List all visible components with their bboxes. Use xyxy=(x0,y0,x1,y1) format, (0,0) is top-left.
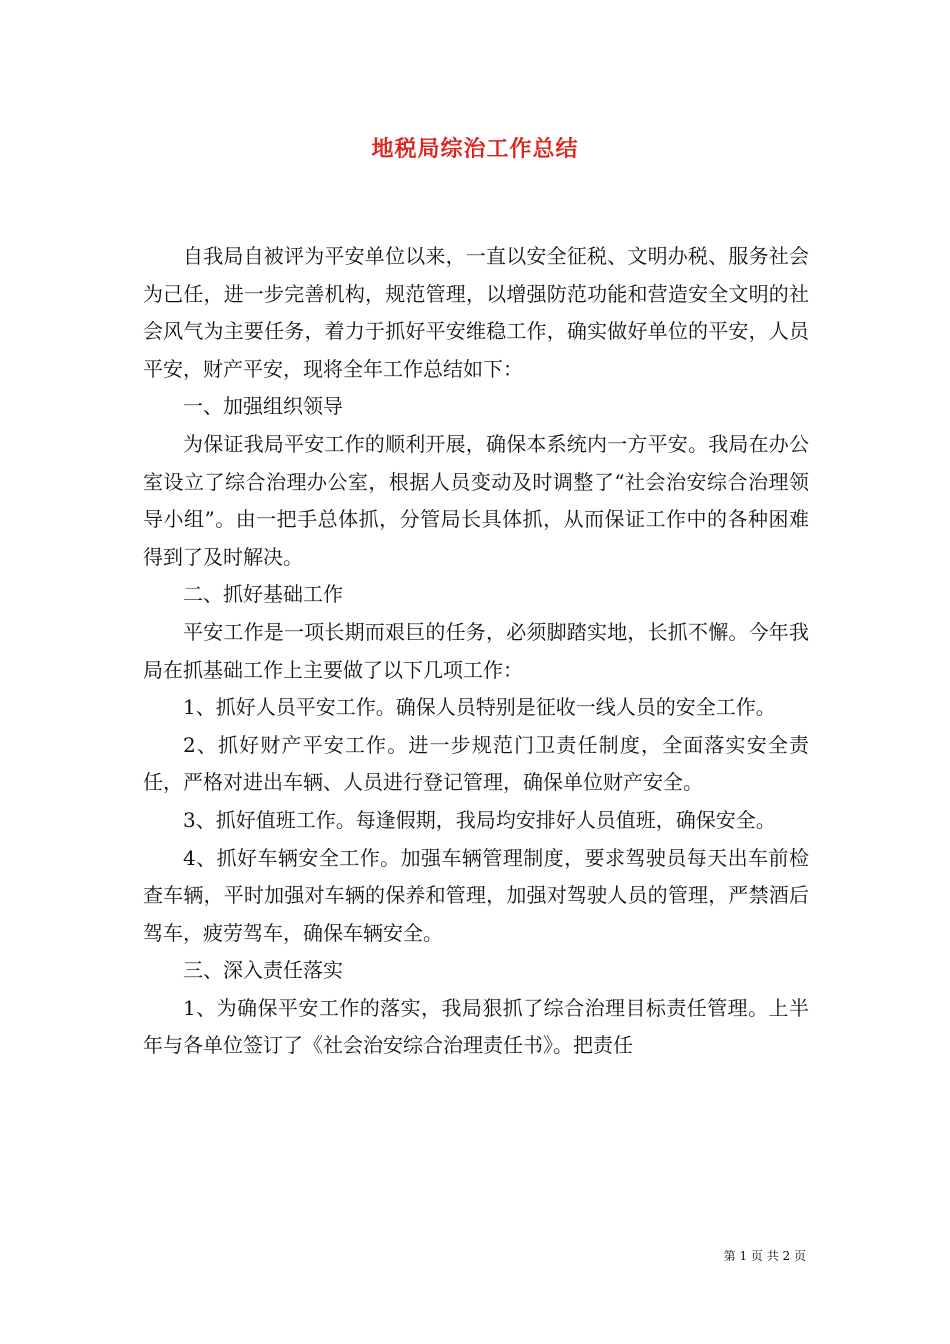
section-3-item-1: 1、为确保平安工作的落实，我局狠抓了综合治理目标责任管理。上半年与各单位签订了《社会治安综合治理责任书》。把责任 xyxy=(143,995,809,1058)
section-heading-2: 二、抓好基础工作 xyxy=(183,582,343,607)
section-1-paragraph: 为保证我局平安工作的顺利开展，确保本系统内一方平安。我局在办公室设立了综合治理办公室，根据人员变动及时调整了“社会治安综合治理领导小组”。由一把手总体抓，分管局长具体抓，从而保证工作中的各种困难得到了及时解决。 xyxy=(143,431,809,569)
document-body xyxy=(143,238,809,1065)
section-2-item-3: 3、抓好值班工作。每逢假期，我局均安排好人员值班，确保安全。 xyxy=(183,807,776,832)
intro-paragraph: 自我局自被评为平安单位以来，一直以安全征税、文明办税、服务社会为己任，进一步完善机构，规范管理，以增强防范功能和营造安全文明的社会风气为主要任务，着力于抓好平安维稳工作，确实做好单位的平安，人员平安，财产平安，现将全年工作总结如下： xyxy=(143,244,809,381)
section-2-item-2: 2、抓好财产平安工作。进一步规范门卫责任制度，全面落实安全责任，严格对进出车辆、人员进行登记管理，确保单位财产安全。 xyxy=(143,732,809,795)
section-2-item-1: 1、抓好人员平安工作。确保人员特别是征收一线人员的安全工作。 xyxy=(183,695,776,720)
document-title: 地税局综治工作总结 xyxy=(371,136,579,162)
section-2-item-4: 4、抓好车辆安全工作。加强车辆管理制度，要求驾驶员每天出车前检查车辆，平时加强对车辆的保养和管理，加强对驾驶人员的管理，严禁酒后驾车，疲劳驾车，确保车辆安全。 xyxy=(143,845,809,945)
section-heading-1: 一、加强组织领导 xyxy=(183,394,343,419)
section-2-paragraph: 平安工作是一项长期而艰巨的任务，必须脚踏实地，长抓不懈。今年我局在抓基础工作上主要做了以下几项工作： xyxy=(143,619,809,682)
page-number-footer: 第 1 页 共 2 页 xyxy=(723,1249,806,1263)
section-heading-3: 三、深入责任落实 xyxy=(183,958,343,983)
